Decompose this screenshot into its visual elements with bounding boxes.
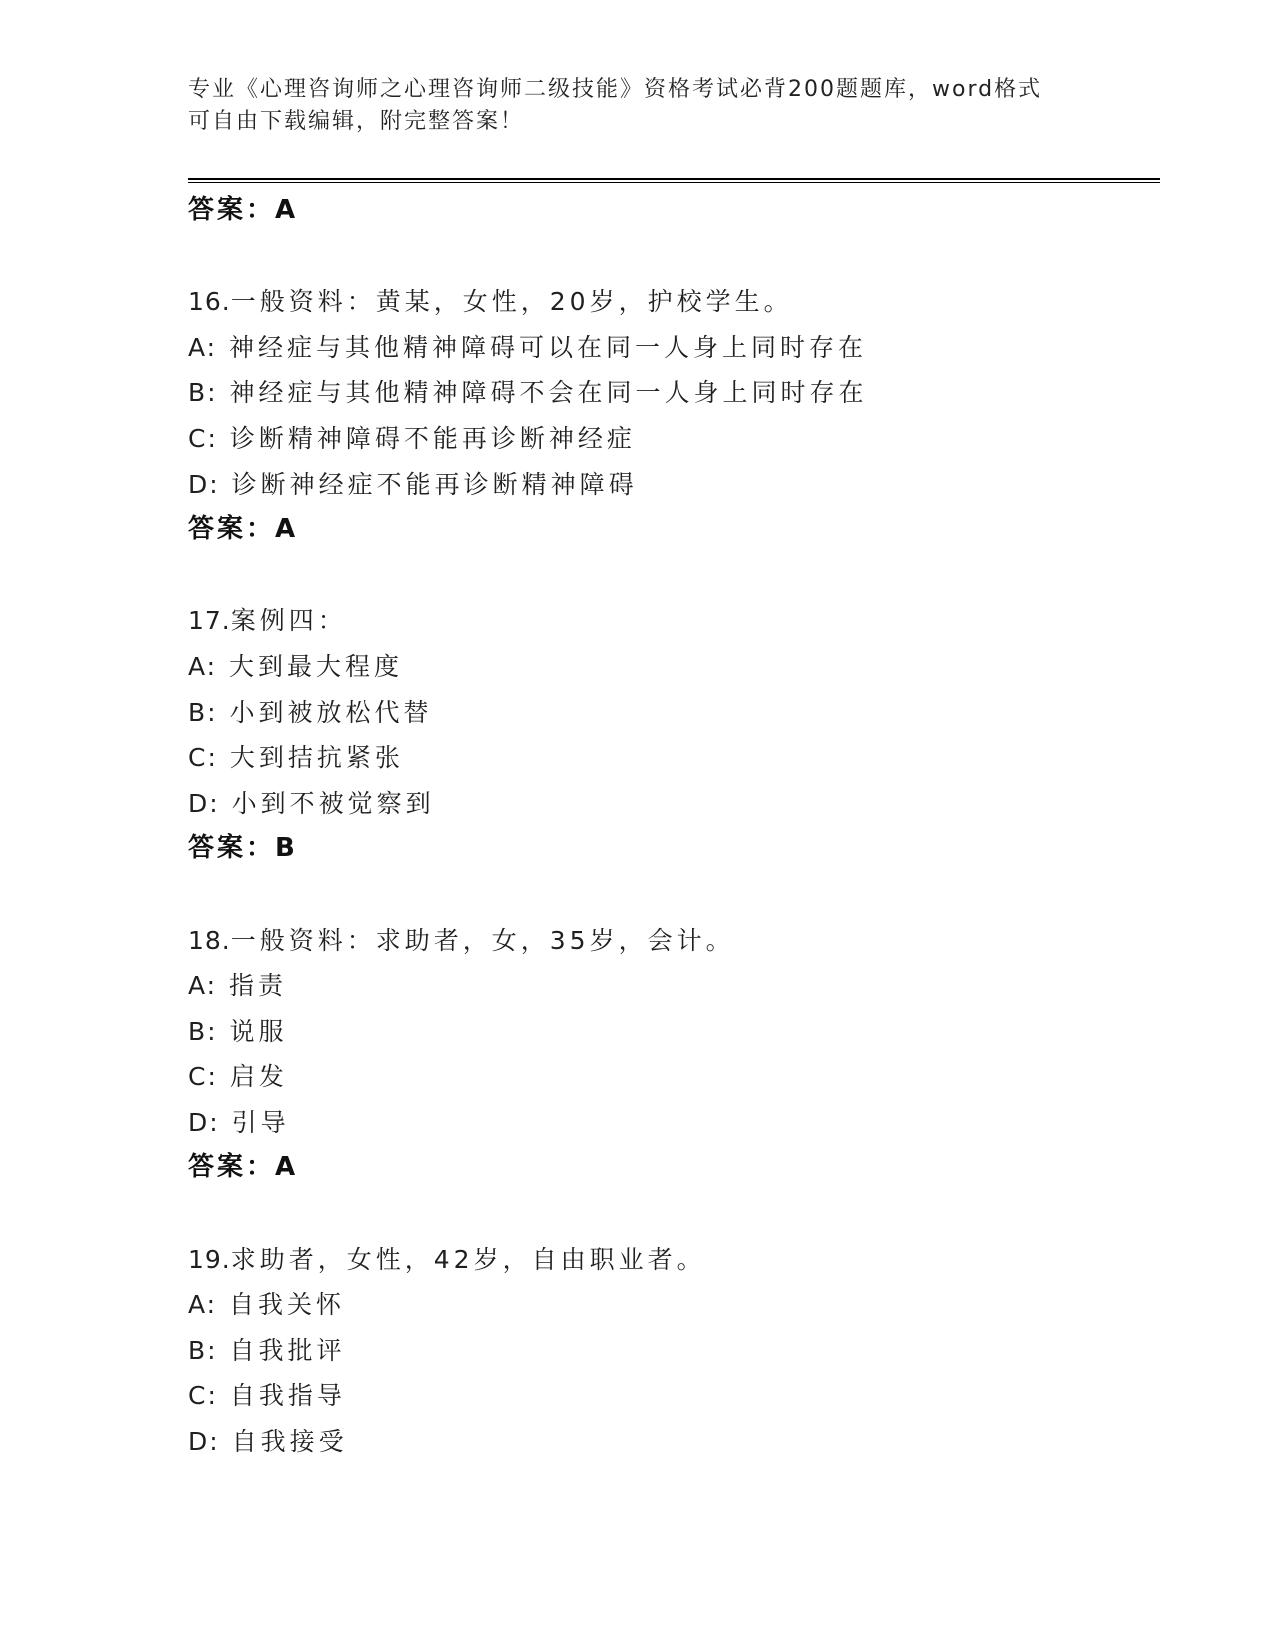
question-text: 求助者，女性，42岁，自由职业者。 — [230, 1244, 706, 1274]
option-b — [188, 1328, 1148, 1374]
spacer — [188, 1191, 1148, 1237]
option-text: 自我关怀 — [229, 1290, 346, 1320]
document-header — [188, 74, 1088, 138]
option-a — [188, 644, 1148, 690]
option-text: 引导 — [231, 1107, 290, 1137]
answer-line — [188, 1145, 1148, 1191]
question-stem — [188, 279, 1148, 325]
spacer — [188, 553, 1148, 599]
option-text: 说服 — [229, 1016, 288, 1046]
header-divider — [188, 178, 1160, 183]
option-a — [188, 1282, 1148, 1328]
option-text: 神经症与其他精神障碍不会在同一人身上同时存在 — [229, 378, 868, 408]
answer-value: A — [275, 514, 299, 545]
question-number: 18. — [188, 925, 231, 955]
question-stem — [188, 918, 1148, 964]
option-d — [188, 462, 1148, 508]
option-b — [188, 690, 1148, 736]
question-stem — [188, 1237, 1148, 1283]
option-text: 大到拮抗紧张 — [229, 743, 404, 773]
option-key: B: — [188, 1016, 218, 1046]
question-text: 案例四： — [230, 606, 347, 636]
option-d — [188, 781, 1148, 827]
question-stem — [188, 598, 1148, 644]
answer-value: A — [275, 1152, 299, 1183]
option-text: 指责 — [229, 971, 288, 1001]
answer-label: 答案： — [188, 195, 276, 225]
answer-line — [188, 826, 1148, 872]
answer-line — [188, 507, 1148, 553]
header-line-1: 专业《心理咨询师之心理咨询师二级技能》资格考试必背200题题库，word格式 — [188, 77, 1043, 102]
option-b — [188, 370, 1148, 416]
option-key: D: — [188, 788, 220, 818]
option-text: 小到不被觉察到 — [231, 788, 435, 818]
option-text: 神经症与其他精神障碍可以在同一人身上同时存在 — [229, 332, 868, 362]
option-text: 诊断神经症不能再诊断精神障碍 — [231, 469, 638, 499]
spacer — [188, 872, 1148, 918]
option-c — [188, 1054, 1148, 1100]
question-list — [188, 188, 1148, 1465]
option-key: C: — [188, 743, 218, 773]
answer-label: 答案： — [188, 514, 276, 545]
option-key: A: — [188, 1290, 218, 1320]
option-text: 自我接受 — [231, 1427, 348, 1457]
answer-value: B — [275, 833, 298, 864]
option-c — [188, 1373, 1148, 1419]
option-key: A: — [188, 651, 218, 681]
option-key: C: — [188, 1381, 218, 1411]
option-key: A: — [188, 332, 218, 362]
question-number: 16. — [188, 287, 231, 317]
option-d — [188, 1100, 1148, 1146]
spacer — [188, 234, 1148, 280]
option-key: B: — [188, 378, 218, 408]
option-key: C: — [188, 423, 218, 453]
option-key: B: — [188, 697, 218, 727]
option-key: C: — [188, 1062, 218, 1092]
option-c — [188, 416, 1148, 462]
answer-label: 答案： — [188, 833, 276, 864]
answer-label: 答案： — [188, 1152, 276, 1183]
option-c — [188, 735, 1148, 781]
question-number: 19. — [188, 1244, 231, 1274]
question-number: 17. — [188, 606, 231, 636]
question-text: 一般资料：黄某，女性，20岁，护校学生。 — [230, 287, 793, 317]
option-a — [188, 325, 1148, 371]
header-line-2: 可自由下载编辑，附完整答案！ — [188, 109, 525, 134]
option-key: B: — [188, 1335, 218, 1365]
option-key: A: — [188, 971, 218, 1001]
option-text: 自我指导 — [229, 1381, 346, 1411]
option-d — [188, 1419, 1148, 1465]
question-text: 一般资料：求助者，女，35岁，会计。 — [230, 925, 735, 955]
option-b — [188, 1009, 1148, 1055]
option-text: 诊断精神障碍不能再诊断神经症 — [229, 423, 636, 453]
option-key: D: — [188, 1427, 220, 1457]
answer-value: A — [275, 195, 299, 225]
option-key: D: — [188, 469, 220, 499]
option-text: 自我批评 — [229, 1335, 346, 1365]
option-a — [188, 963, 1148, 1009]
option-text: 启发 — [229, 1062, 288, 1092]
option-key: D: — [188, 1107, 220, 1137]
answer-line — [188, 188, 1148, 234]
option-text: 小到被放松代替 — [229, 697, 433, 727]
option-text: 大到最大程度 — [229, 651, 404, 681]
